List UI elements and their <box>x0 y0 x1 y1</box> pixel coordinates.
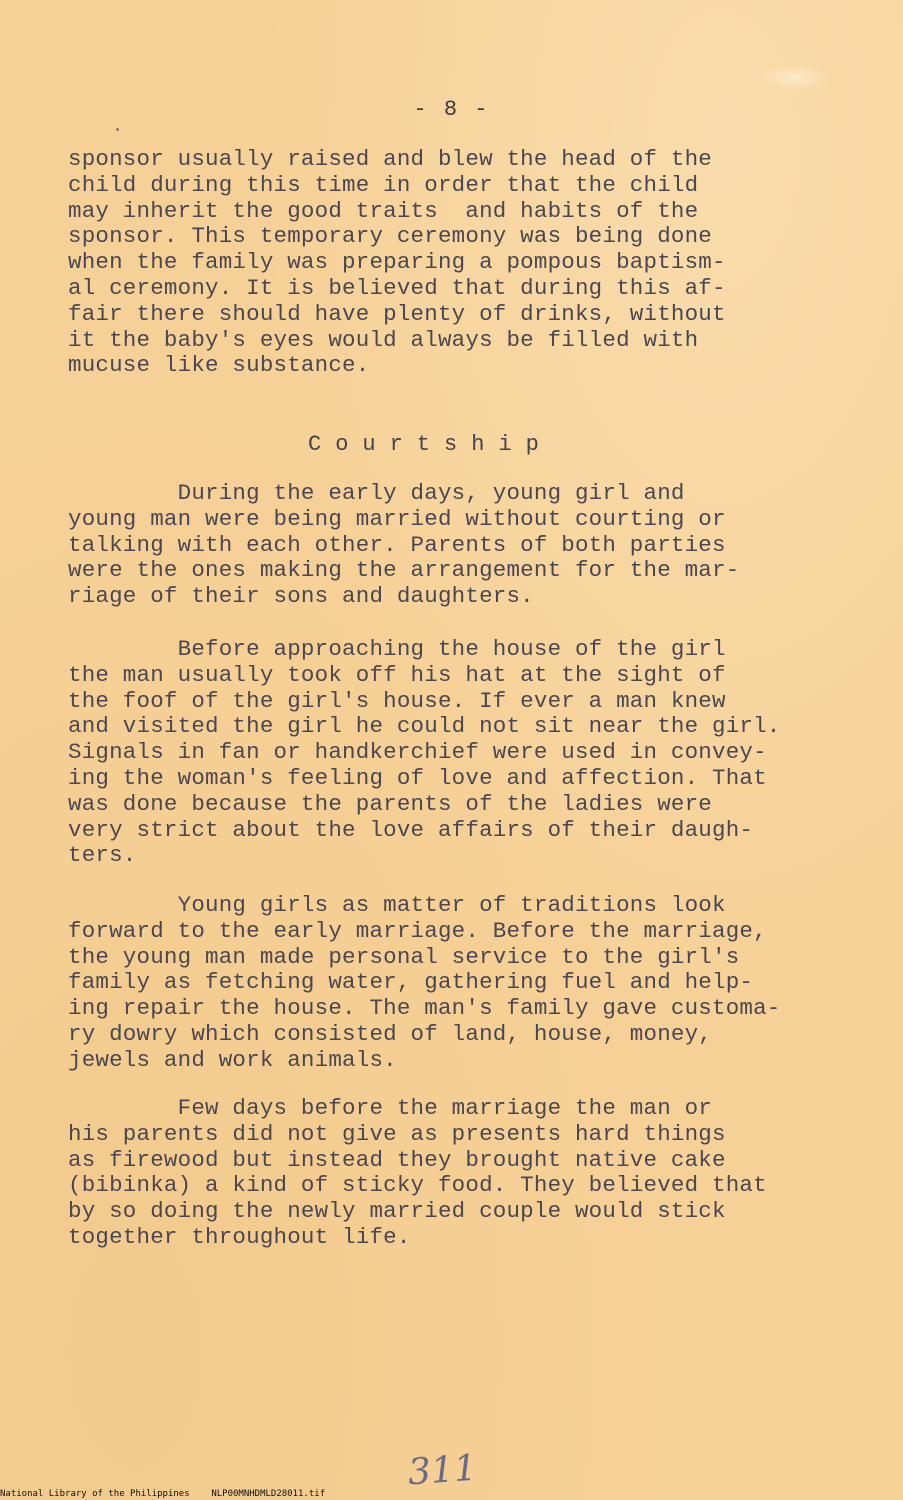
handwritten-page-number: 311 <box>406 1447 479 1494</box>
paragraph-approaching-house: Before approaching the house of the girl the man usually took off his hat at the sight of the foof of the girl's house. If ever a man knew and visited the girl he could not sit near the girl. Signals in fan or handkerchief were used in convey- ing the woman's feeling of love and affection. That was done because the parents of the ladies were very strict about the love affairs of their daugh- ters. <box>68 636 781 869</box>
paragraph-few-days-before: Few days before the marriage the man or his parents did not give as presents hard things as firewood but instead they brought native cake (bibinka) a kind of sticky food. They believed that by so doing the newly married couple would stick together throughout life. <box>68 1095 767 1250</box>
paragraph-early-days: During the early days, young girl and young man were being married without courting or talking with each other. Parents of both parties were the ones making the arrangement for the mar- riage of their sons and daughters. <box>68 480 740 610</box>
page-number: - 8 - <box>413 97 490 122</box>
archive-footer: National Library of the Philippines NLP00MNHDMLD28011.tif <box>0 1489 326 1499</box>
margin-mark <box>116 128 119 131</box>
paper-stain <box>760 65 830 90</box>
paragraph-young-girls: Young girls as matter of traditions look forward to the early marriage. Before the marriage, the young man made personal service to the girl's family as fetching water, gathering fuel and help- ing repair the house. The man's family gave customa- ry dowry which consisted of land, house, money, jewels and work animals. <box>68 892 781 1073</box>
paragraph-baptism-sponsor: sponsor usually raised and blew the head of the child during this time in order that the child may inherit the good traits and habits of the sponsor. This temporary ceremony was being done when the family was preparing a pompous baptism- al ceremony. It is believed that during this af- fair there should have plenty of drinks, without it the baby's eyes would always be filled with mucuse like substance. <box>68 146 726 379</box>
section-heading-courtship: Courtship <box>308 432 553 457</box>
